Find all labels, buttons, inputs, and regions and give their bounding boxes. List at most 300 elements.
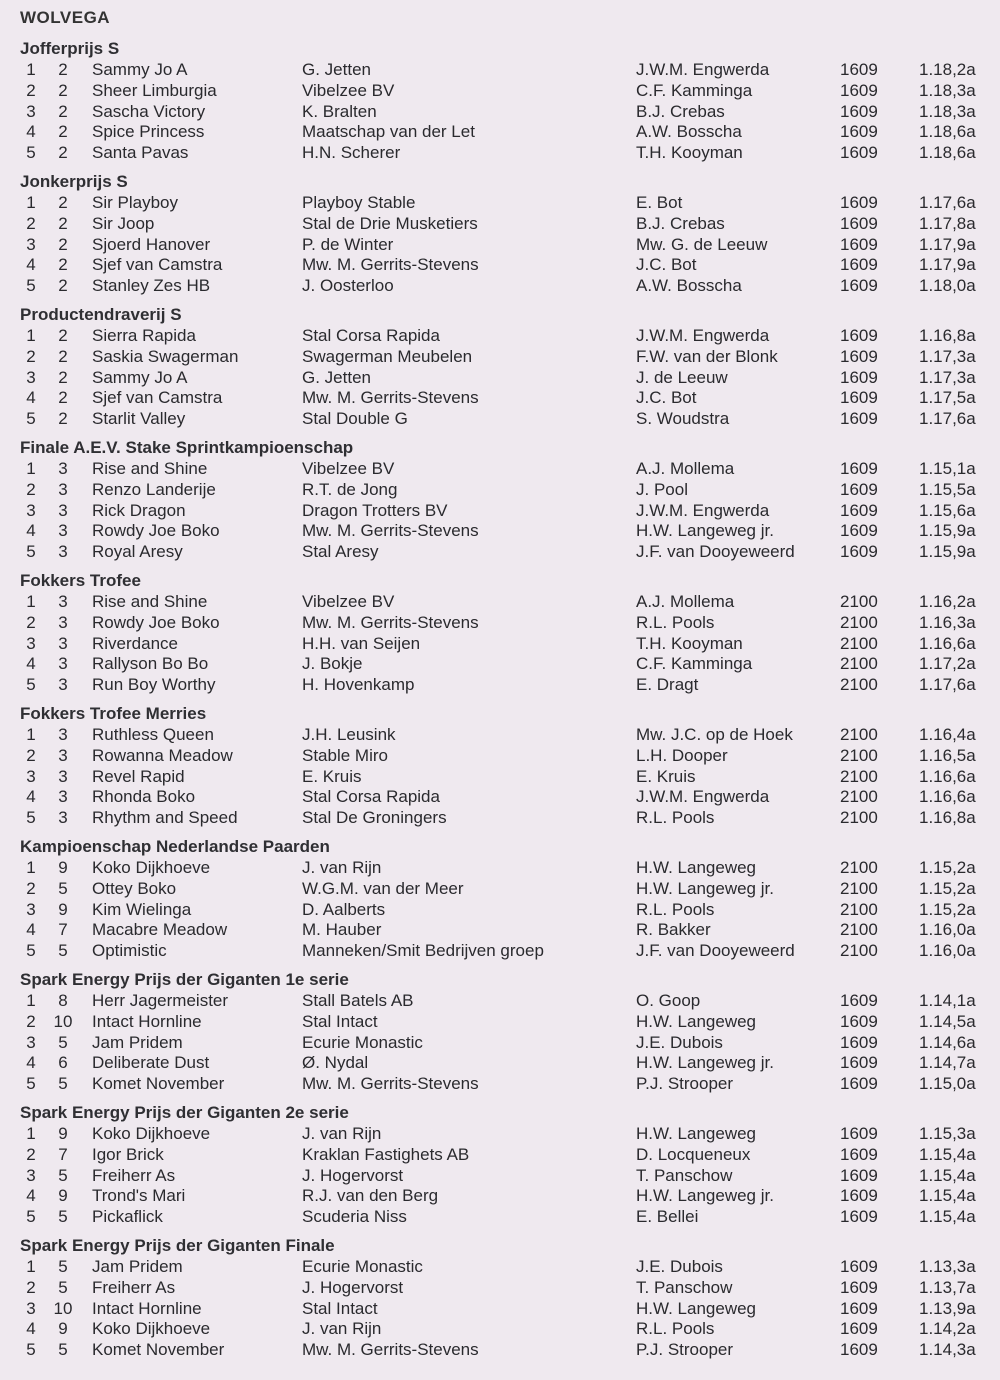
kilometer-time: 1.17,5a xyxy=(919,388,976,408)
race-section xyxy=(0,1234,1000,1367)
finish-position: 5 xyxy=(26,143,36,163)
race-distance: 1609 xyxy=(840,1340,878,1360)
horse-age: 5 xyxy=(58,1277,68,1297)
horse-age: 2 xyxy=(58,234,68,254)
horse-name: Rowdy Joe Boko xyxy=(92,612,220,632)
horse-age: 9 xyxy=(58,1319,68,1339)
race-distance: 1609 xyxy=(840,367,878,387)
result-row xyxy=(0,542,1000,563)
kilometer-time: 1.16,0a xyxy=(919,920,976,940)
kilometer-time: 1.18,6a xyxy=(919,122,976,142)
horse-age: 10 xyxy=(53,1298,73,1318)
owner-name: H.H. van Seijen xyxy=(302,633,421,653)
kilometer-time: 1.17,3a xyxy=(919,346,976,366)
horse-age: 6 xyxy=(58,1053,68,1073)
horse-name: Deliberate Dust xyxy=(92,1053,210,1073)
finish-position: 1 xyxy=(26,60,36,79)
owner-name: Mw. M. Gerrits-Stevens xyxy=(302,521,479,541)
finish-position: 5 xyxy=(26,1207,36,1227)
result-row xyxy=(0,654,1000,675)
race-distance: 2100 xyxy=(840,725,878,744)
owner-name: Stal Aresy xyxy=(302,542,379,562)
driver-name: T. Panschow xyxy=(636,1277,733,1297)
driver-name: R.L. Pools xyxy=(636,899,715,919)
result-row xyxy=(0,347,1000,368)
owner-name: E. Kruis xyxy=(302,766,362,786)
driver-name: R.L. Pools xyxy=(636,612,715,632)
owner-name: Mw. M. Gerrits-Stevens xyxy=(302,1340,479,1360)
finish-position: 4 xyxy=(26,1186,36,1206)
kilometer-time: 1.15,4a xyxy=(919,1144,976,1164)
horse-name: Saskia Swagerman xyxy=(92,346,239,366)
result-row xyxy=(0,459,1000,480)
driver-name: T. Panschow xyxy=(636,1165,733,1185)
finish-position: 2 xyxy=(26,878,36,898)
horse-age: 2 xyxy=(58,60,68,79)
owner-name: J. van Rijn xyxy=(302,858,382,877)
race-distance: 1609 xyxy=(840,143,878,163)
driver-name: J. Pool xyxy=(636,479,688,499)
kilometer-time: 1.15,1a xyxy=(919,459,976,478)
race-distance: 2100 xyxy=(840,766,878,786)
horse-name: Ottey Boko xyxy=(92,878,177,898)
finish-position: 4 xyxy=(26,388,36,408)
race-distance: 1609 xyxy=(840,542,878,562)
owner-name: Swagerman Meubelen xyxy=(302,346,473,366)
result-row xyxy=(0,808,1000,829)
finish-position: 4 xyxy=(26,787,36,807)
race-title: Kampioenschap Nederlandse Paarden xyxy=(20,837,330,856)
kilometer-time: 1.14,7a xyxy=(919,1053,976,1073)
owner-name: Stal Corsa Rapida xyxy=(302,326,440,345)
driver-name: H.W. Langeweg xyxy=(636,1011,757,1031)
horse-age: 9 xyxy=(58,1186,68,1206)
result-row xyxy=(0,1074,1000,1095)
driver-name: E. Dragt xyxy=(636,675,699,695)
result-row xyxy=(0,326,1000,347)
race-result-rows xyxy=(0,1257,1000,1361)
race-distance: 1609 xyxy=(840,1144,878,1164)
race-distance: 1609 xyxy=(840,326,878,345)
kilometer-time: 1.13,3a xyxy=(919,1257,976,1276)
horse-name: Sir Playboy xyxy=(92,193,178,212)
owner-name: Scuderia Niss xyxy=(302,1207,407,1227)
race-distance: 1609 xyxy=(840,193,878,212)
owner-name: Stal Intact xyxy=(302,1011,378,1031)
kilometer-time: 1.17,2a xyxy=(919,654,976,674)
driver-name: J.C. Bot xyxy=(636,388,697,408)
owner-name: Mw. M. Gerrits-Stevens xyxy=(302,1074,479,1094)
horse-age: 2 xyxy=(58,80,68,100)
result-row xyxy=(0,787,1000,808)
finish-position: 5 xyxy=(26,675,36,695)
kilometer-time: 1.16,8a xyxy=(919,808,976,828)
kilometer-time: 1.15,2a xyxy=(919,878,976,898)
horse-age: 3 xyxy=(58,542,68,562)
result-row xyxy=(0,634,1000,655)
horse-age: 9 xyxy=(58,858,68,877)
race-distance: 2100 xyxy=(840,858,878,877)
owner-name: R.J. van den Berg xyxy=(302,1186,439,1206)
owner-name: Stall Batels AB xyxy=(302,991,414,1010)
race-distance: 1609 xyxy=(840,459,878,478)
race-title: Spark Energy Prijs der Giganten Finale xyxy=(20,1236,335,1255)
race-distance: 2100 xyxy=(840,612,878,632)
driver-name: J.C. Bot xyxy=(636,255,697,275)
driver-name: S. Woudstra xyxy=(636,409,730,429)
result-row xyxy=(0,879,1000,900)
race-distance: 2100 xyxy=(840,920,878,940)
kilometer-time: 1.16,6a xyxy=(919,766,976,786)
race-distance: 2100 xyxy=(840,592,878,611)
finish-position: 4 xyxy=(26,122,36,142)
driver-name: A.J. Mollema xyxy=(636,459,735,478)
horse-name: Rowanna Meadow xyxy=(92,745,233,765)
finish-position: 1 xyxy=(26,592,36,611)
owner-name: R.T. de Jong xyxy=(302,479,398,499)
finish-position: 1 xyxy=(26,858,36,877)
horse-name: Santa Pavas xyxy=(92,143,189,163)
kilometer-time: 1.14,3a xyxy=(919,1340,976,1360)
owner-name: J. Hogervorst xyxy=(302,1165,404,1185)
driver-name: R. Bakker xyxy=(636,920,711,940)
kilometer-time: 1.17,6a xyxy=(919,193,976,212)
horse-age: 3 xyxy=(58,521,68,541)
owner-name: Stal de Drie Musketiers xyxy=(302,213,478,233)
kilometer-time: 1.17,6a xyxy=(919,675,976,695)
race-section xyxy=(0,569,1000,702)
driver-name: B.J. Crebas xyxy=(636,213,725,233)
owner-name: G. Jetten xyxy=(302,367,371,387)
horse-name: Rhythm and Speed xyxy=(92,808,238,828)
horse-name: Royal Aresy xyxy=(92,542,183,562)
race-section xyxy=(0,1101,1000,1234)
race-distance: 1609 xyxy=(840,1277,878,1297)
horse-age: 3 xyxy=(58,787,68,807)
finish-position: 3 xyxy=(26,899,36,919)
result-row xyxy=(0,900,1000,921)
race-distance: 1609 xyxy=(840,409,878,429)
owner-name: Stal De Groningers xyxy=(302,808,447,828)
result-row xyxy=(0,409,1000,430)
race-section xyxy=(0,170,1000,303)
finish-position: 2 xyxy=(26,1144,36,1164)
race-section xyxy=(0,968,1000,1101)
kilometer-time: 1.15,4a xyxy=(919,1207,976,1227)
result-row xyxy=(0,675,1000,696)
kilometer-time: 1.14,6a xyxy=(919,1032,976,1052)
horse-name: Freiherr As xyxy=(92,1277,176,1297)
kilometer-time: 1.13,7a xyxy=(919,1277,976,1297)
kilometer-time: 1.16,8a xyxy=(919,326,976,345)
horse-name: Riverdance xyxy=(92,633,178,653)
race-distance: 1609 xyxy=(840,388,878,408)
owner-name: J. Hogervorst xyxy=(302,1277,404,1297)
kilometer-time: 1.13,9a xyxy=(919,1298,976,1318)
horse-age: 3 xyxy=(58,725,68,744)
kilometer-time: 1.17,6a xyxy=(919,409,976,429)
horse-name: Starlit Valley xyxy=(92,409,186,429)
kilometer-time: 1.16,6a xyxy=(919,787,976,807)
horse-age: 3 xyxy=(58,633,68,653)
finish-position: 2 xyxy=(26,745,36,765)
driver-name: A.W. Bosscha xyxy=(636,122,742,142)
result-row xyxy=(0,122,1000,143)
owner-name: Stable Miro xyxy=(302,745,388,765)
horse-name: Rallyson Bo Bo xyxy=(92,654,209,674)
result-row xyxy=(0,388,1000,409)
race-distance: 1609 xyxy=(840,60,878,79)
driver-name: F.W. van der Blonk xyxy=(636,346,778,366)
kilometer-time: 1.18,3a xyxy=(919,80,976,100)
horse-age: 3 xyxy=(58,654,68,674)
race-distance: 2100 xyxy=(840,787,878,807)
kilometer-time: 1.15,6a xyxy=(919,500,976,520)
driver-name: L.H. Dooper xyxy=(636,745,728,765)
horse-age: 2 xyxy=(58,276,68,296)
horse-name: Spice Princess xyxy=(92,122,205,142)
owner-name: Mw. M. Gerrits-Stevens xyxy=(302,612,479,632)
owner-name: Mw. M. Gerrits-Stevens xyxy=(302,388,479,408)
driver-name: J.F. van Dooyeweerd xyxy=(636,941,795,961)
race-result-rows xyxy=(0,60,1000,164)
race-distance: 1609 xyxy=(840,1074,878,1094)
race-distance: 1609 xyxy=(840,1053,878,1073)
race-distance: 1609 xyxy=(840,80,878,100)
horse-age: 2 xyxy=(58,193,68,212)
finish-position: 3 xyxy=(26,1298,36,1318)
finish-position: 1 xyxy=(26,326,36,345)
horse-name: Komet November xyxy=(92,1340,225,1360)
finish-position: 1 xyxy=(26,991,36,1010)
driver-name: A.W. Bosscha xyxy=(636,276,742,296)
horse-name: Sammy Jo A xyxy=(92,367,188,387)
race-title: Jonkerprijs S xyxy=(20,172,128,191)
owner-name: D. Aalberts xyxy=(302,899,386,919)
horse-name: Rise and Shine xyxy=(92,459,208,478)
finish-position: 3 xyxy=(26,101,36,121)
horse-age: 9 xyxy=(58,1124,68,1143)
finish-position: 2 xyxy=(26,346,36,366)
driver-name: P.J. Strooper xyxy=(636,1074,734,1094)
result-row xyxy=(0,1299,1000,1320)
race-title: Fokkers Trofee Merries xyxy=(20,704,207,723)
race-distance: 1609 xyxy=(840,1011,878,1031)
horse-age: 2 xyxy=(58,326,68,345)
owner-name: Stal Corsa Rapida xyxy=(302,787,440,807)
kilometer-time: 1.18,3a xyxy=(919,101,976,121)
owner-name: Vibelzee BV xyxy=(302,80,395,100)
horse-age: 3 xyxy=(58,766,68,786)
race-distance: 2100 xyxy=(840,675,878,695)
driver-name: H.W. Langeweg jr. xyxy=(636,1186,774,1206)
horse-name: Jam Pridem xyxy=(92,1032,183,1052)
horse-name: Igor Brick xyxy=(92,1144,164,1164)
race-distance: 1609 xyxy=(840,1257,878,1276)
owner-name: H.N. Scherer xyxy=(302,143,401,163)
horse-age: 3 xyxy=(58,500,68,520)
kilometer-time: 1.15,3a xyxy=(919,1124,976,1143)
finish-position: 2 xyxy=(26,1277,36,1297)
horse-age: 2 xyxy=(58,346,68,366)
owner-name: G. Jetten xyxy=(302,60,371,79)
horse-age: 5 xyxy=(58,941,68,961)
kilometer-time: 1.17,8a xyxy=(919,213,976,233)
horse-name: Rick Dragon xyxy=(92,500,186,520)
horse-age: 5 xyxy=(58,1257,68,1276)
horse-name: Stanley Zes HB xyxy=(92,276,211,296)
result-row xyxy=(0,102,1000,123)
result-row xyxy=(0,235,1000,256)
finish-position: 5 xyxy=(26,1340,36,1360)
owner-name: M. Hauber xyxy=(302,920,382,940)
horse-name: Run Boy Worthy xyxy=(92,675,216,695)
finish-position: 5 xyxy=(26,409,36,429)
kilometer-time: 1.17,3a xyxy=(919,367,976,387)
horse-age: 2 xyxy=(58,101,68,121)
finish-position: 4 xyxy=(26,654,36,674)
driver-name: B.J. Crebas xyxy=(636,101,725,121)
owner-name: J. van Rijn xyxy=(302,1124,382,1143)
race-distance: 1609 xyxy=(840,1124,878,1143)
race-results-list xyxy=(0,37,1000,1367)
result-row xyxy=(0,1278,1000,1299)
horse-name: Rowdy Joe Boko xyxy=(92,521,220,541)
horse-name: Koko Dijkhoeve xyxy=(92,858,211,877)
driver-name: T.H. Kooyman xyxy=(636,633,743,653)
race-distance: 1609 xyxy=(840,521,878,541)
owner-name: Vibelzee BV xyxy=(302,592,395,611)
owner-name: Mw. M. Gerrits-Stevens xyxy=(302,255,479,275)
driver-name: J.W.M. Engwerda xyxy=(636,787,770,807)
owner-name: H. Hovenkamp xyxy=(302,675,415,695)
race-distance: 1609 xyxy=(840,1032,878,1052)
driver-name: J. de Leeuw xyxy=(636,367,728,387)
horse-name: Koko Dijkhoeve xyxy=(92,1124,211,1143)
kilometer-time: 1.15,5a xyxy=(919,479,976,499)
horse-name: Sammy Jo A xyxy=(92,60,188,79)
driver-name: A.J. Mollema xyxy=(636,592,735,611)
driver-name: H.W. Langeweg jr. xyxy=(636,1053,774,1073)
horse-name: Sjef van Camstra xyxy=(92,388,223,408)
owner-name: P. de Winter xyxy=(302,234,394,254)
race-distance: 2100 xyxy=(840,633,878,653)
owner-name: K. Bralten xyxy=(302,101,377,121)
venue-title: WOLVEGA xyxy=(20,8,111,27)
result-row xyxy=(0,193,1000,214)
horse-age: 2 xyxy=(58,143,68,163)
horse-age: 7 xyxy=(58,920,68,940)
finish-position: 5 xyxy=(26,941,36,961)
kilometer-time: 1.18,6a xyxy=(919,143,976,163)
result-row xyxy=(0,858,1000,879)
horse-age: 2 xyxy=(58,409,68,429)
horse-age: 9 xyxy=(58,899,68,919)
result-row xyxy=(0,214,1000,235)
kilometer-time: 1.16,2a xyxy=(919,592,976,611)
finish-position: 1 xyxy=(26,1124,36,1143)
driver-name: E. Bellei xyxy=(636,1207,699,1227)
horse-name: Sheer Limburgia xyxy=(92,80,217,100)
finish-position: 4 xyxy=(26,920,36,940)
result-row xyxy=(0,991,1000,1012)
race-distance: 1609 xyxy=(840,500,878,520)
driver-name: T.H. Kooyman xyxy=(636,143,743,163)
driver-name: D. Locqueneux xyxy=(636,1144,751,1164)
kilometer-time: 1.18,2a xyxy=(919,60,976,79)
horse-name: Kim Wielinga xyxy=(92,899,192,919)
race-title: Fokkers Trofee xyxy=(20,571,141,590)
kilometer-time: 1.16,4a xyxy=(919,725,976,744)
result-row xyxy=(0,368,1000,389)
horse-name: Sjef van Camstra xyxy=(92,255,223,275)
finish-position: 5 xyxy=(26,542,36,562)
horse-name: Ruthless Queen xyxy=(92,725,214,744)
horse-age: 7 xyxy=(58,1144,68,1164)
horse-age: 2 xyxy=(58,388,68,408)
horse-age: 3 xyxy=(58,675,68,695)
horse-age: 5 xyxy=(58,1207,68,1227)
kilometer-time: 1.17,9a xyxy=(919,255,976,275)
race-section xyxy=(0,303,1000,436)
result-row xyxy=(0,60,1000,81)
result-row xyxy=(0,767,1000,788)
kilometer-time: 1.17,9a xyxy=(919,234,976,254)
race-result-rows xyxy=(0,858,1000,962)
driver-name: J.F. van Dooyeweerd xyxy=(636,542,795,562)
race-distance: 2100 xyxy=(840,654,878,674)
kilometer-time: 1.18,0a xyxy=(919,276,976,296)
race-distance: 1609 xyxy=(840,1298,878,1318)
race-section xyxy=(0,835,1000,968)
result-row xyxy=(0,143,1000,164)
race-distance: 1609 xyxy=(840,1165,878,1185)
horse-age: 3 xyxy=(58,479,68,499)
owner-name: Maatschap van der Let xyxy=(302,122,475,142)
driver-name: H.W. Langeweg jr. xyxy=(636,521,774,541)
race-result-rows xyxy=(0,326,1000,430)
result-row xyxy=(0,920,1000,941)
driver-name: H.W. Langeweg xyxy=(636,1298,757,1318)
finish-position: 1 xyxy=(26,459,36,478)
horse-age: 2 xyxy=(58,122,68,142)
race-distance: 1609 xyxy=(840,234,878,254)
driver-name: E. Bot xyxy=(636,193,683,212)
finish-position: 3 xyxy=(26,500,36,520)
horse-name: Sierra Rapida xyxy=(92,326,196,345)
driver-name: J.W.M. Engwerda xyxy=(636,500,770,520)
driver-name: C.F. Kamminga xyxy=(636,654,753,674)
horse-name: Revel Rapid xyxy=(92,766,185,786)
horse-age: 5 xyxy=(58,1340,68,1360)
driver-name: J.W.M. Engwerda xyxy=(636,60,770,79)
horse-age: 5 xyxy=(58,1165,68,1185)
finish-position: 3 xyxy=(26,1165,36,1185)
race-distance: 2100 xyxy=(840,941,878,961)
race-distance: 2100 xyxy=(840,899,878,919)
race-distance: 1609 xyxy=(840,1207,878,1227)
race-result-rows xyxy=(0,1124,1000,1228)
result-row xyxy=(0,613,1000,634)
horse-age: 3 xyxy=(58,592,68,611)
kilometer-time: 1.15,4a xyxy=(919,1186,976,1206)
result-row xyxy=(0,1166,1000,1187)
result-row xyxy=(0,941,1000,962)
finish-position: 3 xyxy=(26,234,36,254)
finish-position: 2 xyxy=(26,612,36,632)
kilometer-time: 1.16,6a xyxy=(919,633,976,653)
kilometer-time: 1.15,2a xyxy=(919,899,976,919)
